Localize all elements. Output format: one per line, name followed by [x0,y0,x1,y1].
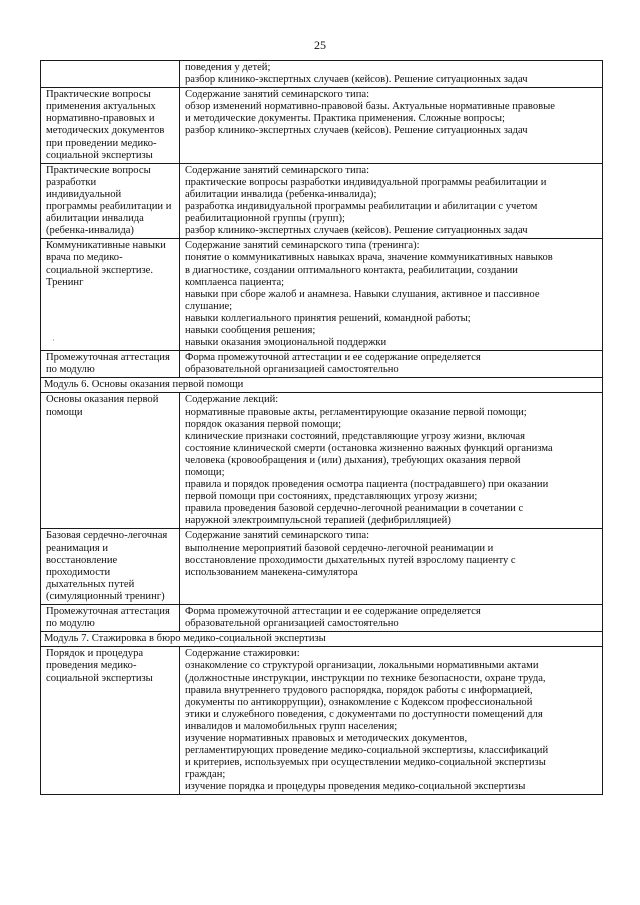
table-row [41,605,603,632]
topic-line: восстановление [46,554,118,566]
content-line: документы по антикоррупции), ознакомление с Кодексом профессиональной [185,696,533,708]
content-cell [180,61,603,88]
page-number: 25 [314,38,326,52]
topic-line: Практические вопросы [46,89,151,101]
content-line: Содержание занятий семинарского типа: [185,164,370,176]
content-line: изучение порядка и процедуры проведения медико-социальной экспертизы [185,781,526,793]
content-line: первой помощи при состояниях, представляющих угрозу жизни; [185,491,478,503]
content-line: образовательной организацией самостоятельно [185,364,399,376]
topic-line: проведения медико- [46,660,137,672]
content-line: и методические документы. Практика применения. Сложные вопросы; [185,113,505,125]
topic-line: Базовая сердечно-легочная [46,530,168,542]
topic-cell [41,351,180,378]
content-line: навыки оказания эмоциональной поддержки [185,337,387,349]
scan-dot: · [52,336,55,345]
content-cell [180,529,603,605]
topic-line: проходимости [46,566,111,578]
topic-line: разработки [46,176,97,188]
topic-line: Промежуточная аттестация [46,352,170,364]
content-line: ознакомление со структурой организации, локальными нормативными актами [185,660,539,672]
content-line: обзор изменений нормативно-правовой базы. Актуальные нормативные правовые [185,101,555,113]
topic-cell [41,529,180,605]
topic-cell [41,88,180,164]
content-cell [180,351,603,378]
topic-line: социальной экспертизы [46,672,153,684]
table-row [41,88,603,164]
content-line: нормативные правовые акты, регламентирующие оказание первой помощи; [185,406,527,418]
topic-line: по модулю [46,364,95,376]
topic-line: социальной экспертизы [46,149,153,161]
content-line: Содержание занятий семинарского типа: [185,530,370,542]
content-line: разбор клинико-экспертных случаев (кейсов). Решение ситуационных задач [185,125,528,137]
content-line: реабилитационной группы (групп); [185,213,345,225]
content-line: порядок оказания первой помощи; [185,418,342,430]
topic-line: при проведении медико- [46,137,157,149]
content-line: понятие о коммуникативных навыках врача, значение коммуникативных навыков [185,252,553,264]
content-line: правила и порядок проведения осмотра пациента (пострадавшего) при оказании [185,479,549,491]
topic-line: дыхательных путей [46,578,135,590]
topic-line: индивидуальной [46,188,122,200]
topic-line: методических документов [46,125,165,137]
content-line: инвалидов и маломобильных групп населения; [185,720,398,732]
content-line: образовательной организацией самостоятельно [185,618,399,630]
content-cell [180,163,603,239]
content-line: поведения у детей; [185,62,271,73]
table-row [41,647,603,795]
content-line: изучение нормативных правовых и методических документов, [185,732,468,744]
content-line: состояние клинической смерти (остановка жизненно важных функций организма [185,442,553,454]
content-line: правила проведения базовой сердечно-легочной реанимации в сочетании с [185,503,524,515]
topic-line: применения актуальных [46,101,156,113]
topic-line: абилитации инвалида [46,213,144,225]
table-body [41,61,603,795]
topic-line: Основы оказания первой [46,394,159,406]
topic-cell [41,61,180,88]
content-line: граждан; [185,769,226,781]
topic-line: врача по медико- [46,252,123,264]
content-line: разработка индивидуальной программы реабилитации и абилитации с учетом [185,201,538,213]
content-line: помощи; [185,467,225,478]
content-line: навыки коллегиального принятия решений, командной работы; [185,312,471,324]
content-line: Содержание занятий семинарского типа (тренинга): [185,240,420,252]
content-line: выполнение мероприятий базовой сердечно-легочной реанимации и [185,542,494,554]
content-line: навыки сообщения решения; [185,324,316,336]
content-cell [180,239,603,351]
content-line: Содержание занятий семинарского типа: [185,89,370,101]
topic-line: программы реабилитации и [46,201,172,213]
content-line: Содержание стажировки: [185,648,300,660]
content-line: Форма промежуточной аттестации и ее содержание определяется [185,352,481,364]
content-line: использованием манекена-симулятора [185,566,358,578]
table-row [41,163,603,239]
content-cell [180,88,603,164]
content-line: клинические признаки состояний, представляющие угрозу жизни, включая [185,430,525,442]
topic-cell [41,393,180,529]
table-row [41,239,603,351]
topic-line: по модулю [46,618,95,630]
topic-cell [41,163,180,239]
content-line: правила внутреннего трудового распорядка, порядок работы с информацией, [185,684,533,696]
topic-line: Тренинг [46,276,84,288]
content-line: человека (кровообращения и (или) дыхания), требующих оказания первой [185,454,521,466]
content-line: регламентирующих проведение медико-социальной экспертизы, классификаций [185,745,549,757]
topic-line: нормативно-правовых и [46,113,155,125]
topic-line: Практические вопросы [46,164,151,176]
table-row [41,61,603,88]
content-line: Содержание лекций: [185,394,279,406]
module-title: Модуль 6. Основы оказания первой помощи [41,378,603,393]
topic-line: Промежуточная аттестация [46,606,170,618]
content-line: слушание; [185,300,233,312]
content-line: этики и служебного поведения, с документами по доступности помещений для [185,708,543,720]
curriculum-table [40,60,603,795]
content-line: разбор клинико-экспертных случаев (кейсов). Решение ситуационных задач [185,225,528,237]
topic-line: реанимация и [46,542,109,554]
content-cell [180,647,603,795]
topic-cell [41,605,180,632]
content-line: разбор клинико-экспертных случаев (кейсов). Решение ситуационных задач [185,74,528,86]
content-line: (должностные инструкции, инструкции по технике безопасности, охране труда, [185,672,546,684]
topic-line: (ребенка-инвалида) [46,225,134,237]
content-line: практические вопросы разработки индивидуальной программы реабилитации и [185,176,547,188]
topic-cell [41,647,180,795]
content-line: навыки при сборе жалоб и анамнеза. Навыки слушания, активное и пассивное [185,288,540,300]
content-line: в диагностике, создании оптимального контакта, реабилитации, создании [185,264,518,276]
topic-line: Коммуникативные навыки [46,240,166,252]
topic-line: социальной экспертизе. [46,264,154,276]
topic-line: помощи [46,406,83,418]
content-cell [180,393,603,529]
table-row [41,351,603,378]
topic-line: Порядок и процедура [46,648,144,660]
content-line: наружной электроимпульсной терапией (дефибрилляцией) [185,515,451,527]
topic-cell [41,239,180,351]
content-line: абилитации инвалида (ребенка-инвалида); [185,188,377,200]
content-line: и критериев, используемых при осуществлении медико-социальной экспертизы [185,757,546,769]
content-line: Форма промежуточной аттестации и ее содержание определяется [185,606,481,618]
content-line: комплаенса пациента; [185,276,285,288]
table-row [41,529,603,605]
content-line: восстановление проходимости дыхательных путей взрослому пациенту с [185,554,516,566]
module-heading-row [41,632,603,647]
topic-line: (симуляционный тренинг) [46,590,165,602]
module-heading-row [41,378,603,393]
content-cell [180,605,603,632]
table-row [41,393,603,529]
module-title: Модуль 7. Стажировка в бюро медико-социальной экспертизы [41,632,603,647]
